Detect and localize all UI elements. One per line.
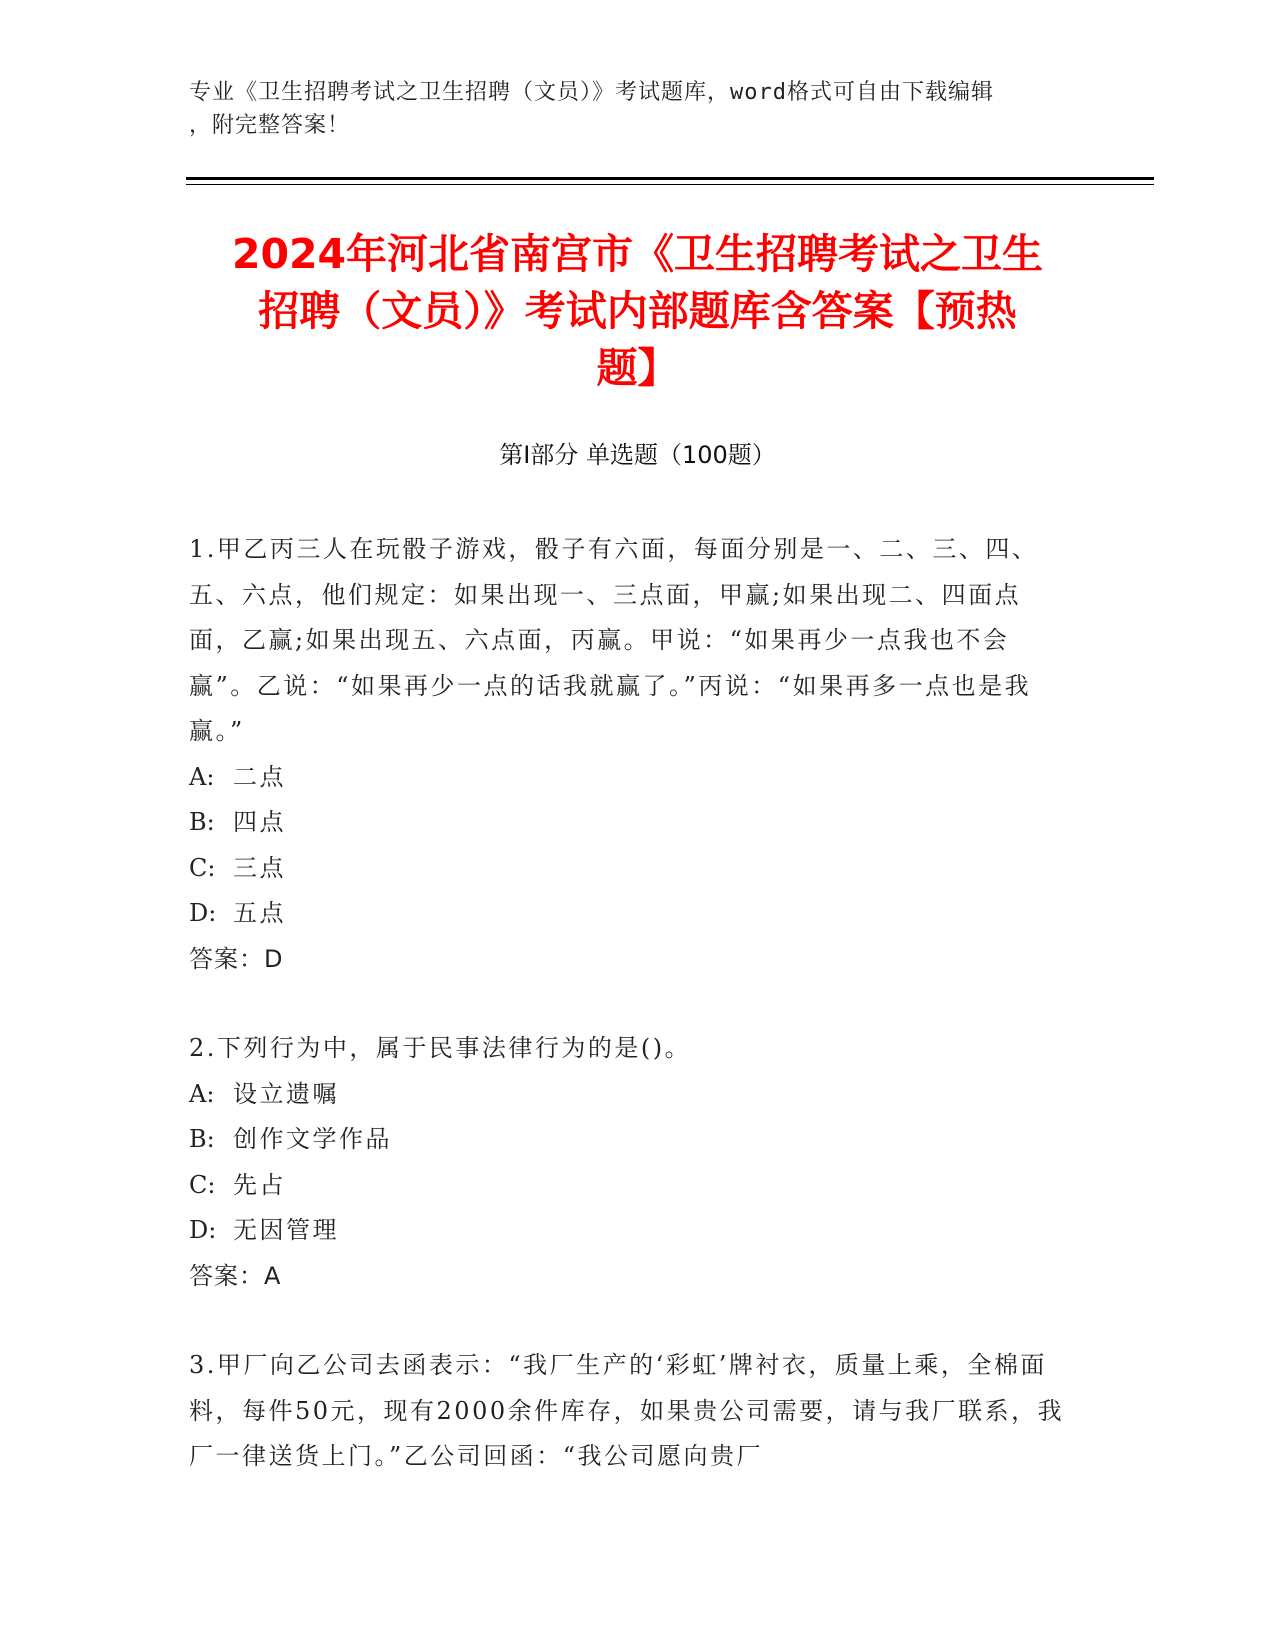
question-stem: 3.甲厂向乙公司去函表示：“我厂生产的‘彩虹’牌衬衣，质量上乘，全棉面料，每件50元，现有2000余件库存，如果贵公司需要，请与我厂联系，我厂一律送货上门。”乙公司回函：“我公司愿向贵厂 [189,1351,1065,1470]
option-text: 设立遗嘱 [233,1079,339,1108]
question-1 [189,527,1069,982]
option-letter: A: [189,762,215,791]
option-a [189,1072,1069,1118]
header-divider-thin [186,184,1154,185]
question-stem: 2.下列行为中，属于民事法律行为的是()。 [189,1034,692,1062]
option-d [189,891,1069,937]
document-title [180,226,1095,397]
header-note [189,76,1089,142]
option-text: 二点 [233,762,286,791]
option-d [189,1208,1069,1254]
header-note-line-2: ，附完整答案！ [189,113,351,138]
option-text: 先占 [233,1170,286,1199]
option-letter: D: [189,899,217,927]
section-heading: 第I部分 单选题（100题） [499,441,776,469]
option-letter: C: [189,1170,216,1199]
option-b [189,800,1069,846]
option-letter: B: [189,808,215,836]
question-list [189,527,1069,1480]
option-text: 无因管理 [233,1216,339,1244]
option-letter: D: [189,1216,217,1244]
header-divider-thick [186,177,1154,180]
option-text: 四点 [233,808,286,836]
option-text: 三点 [233,853,286,882]
answer-line: 答案：A [189,1261,282,1290]
question-3 [189,1343,1069,1480]
option-letter: A: [189,1079,215,1108]
option-a [189,755,1069,801]
option-letter: C: [189,853,216,882]
option-c [189,846,1069,892]
question-stem: 1.甲乙丙三人在玩骰子游戏，骰子有六面，每面分别是一、二、三、四、五、六点，他们规定：如果出现一、三点面，甲赢;如果出现二、四面点面，乙赢;如果出现五、六点面，丙赢。甲说：“如果再少一点我也不会赢”。乙说：“如果再少一点的话我就赢了。”丙说：“如果再多一点也是我赢。” [189,535,1039,745]
option-b [189,1117,1069,1163]
title-line-1: 2024年河北省南宫市《卫生招聘考试之卫生 [231,230,1044,278]
option-text: 创作文学作品 [233,1125,392,1153]
option-text: 五点 [233,899,286,927]
option-c [189,1163,1069,1209]
answer-line: 答案：D [189,944,284,973]
option-letter: B: [189,1125,215,1153]
header-note-line-1: 专业《卫生招聘考试之卫生招聘（文员）》考试题库，word格式可自由下载编辑 [189,80,994,105]
question-2 [189,1026,1069,1299]
title-line-2: 招聘（文员）》考试内部题库含答案【预热 [258,287,1017,335]
title-line-3: 题】 [596,344,679,392]
